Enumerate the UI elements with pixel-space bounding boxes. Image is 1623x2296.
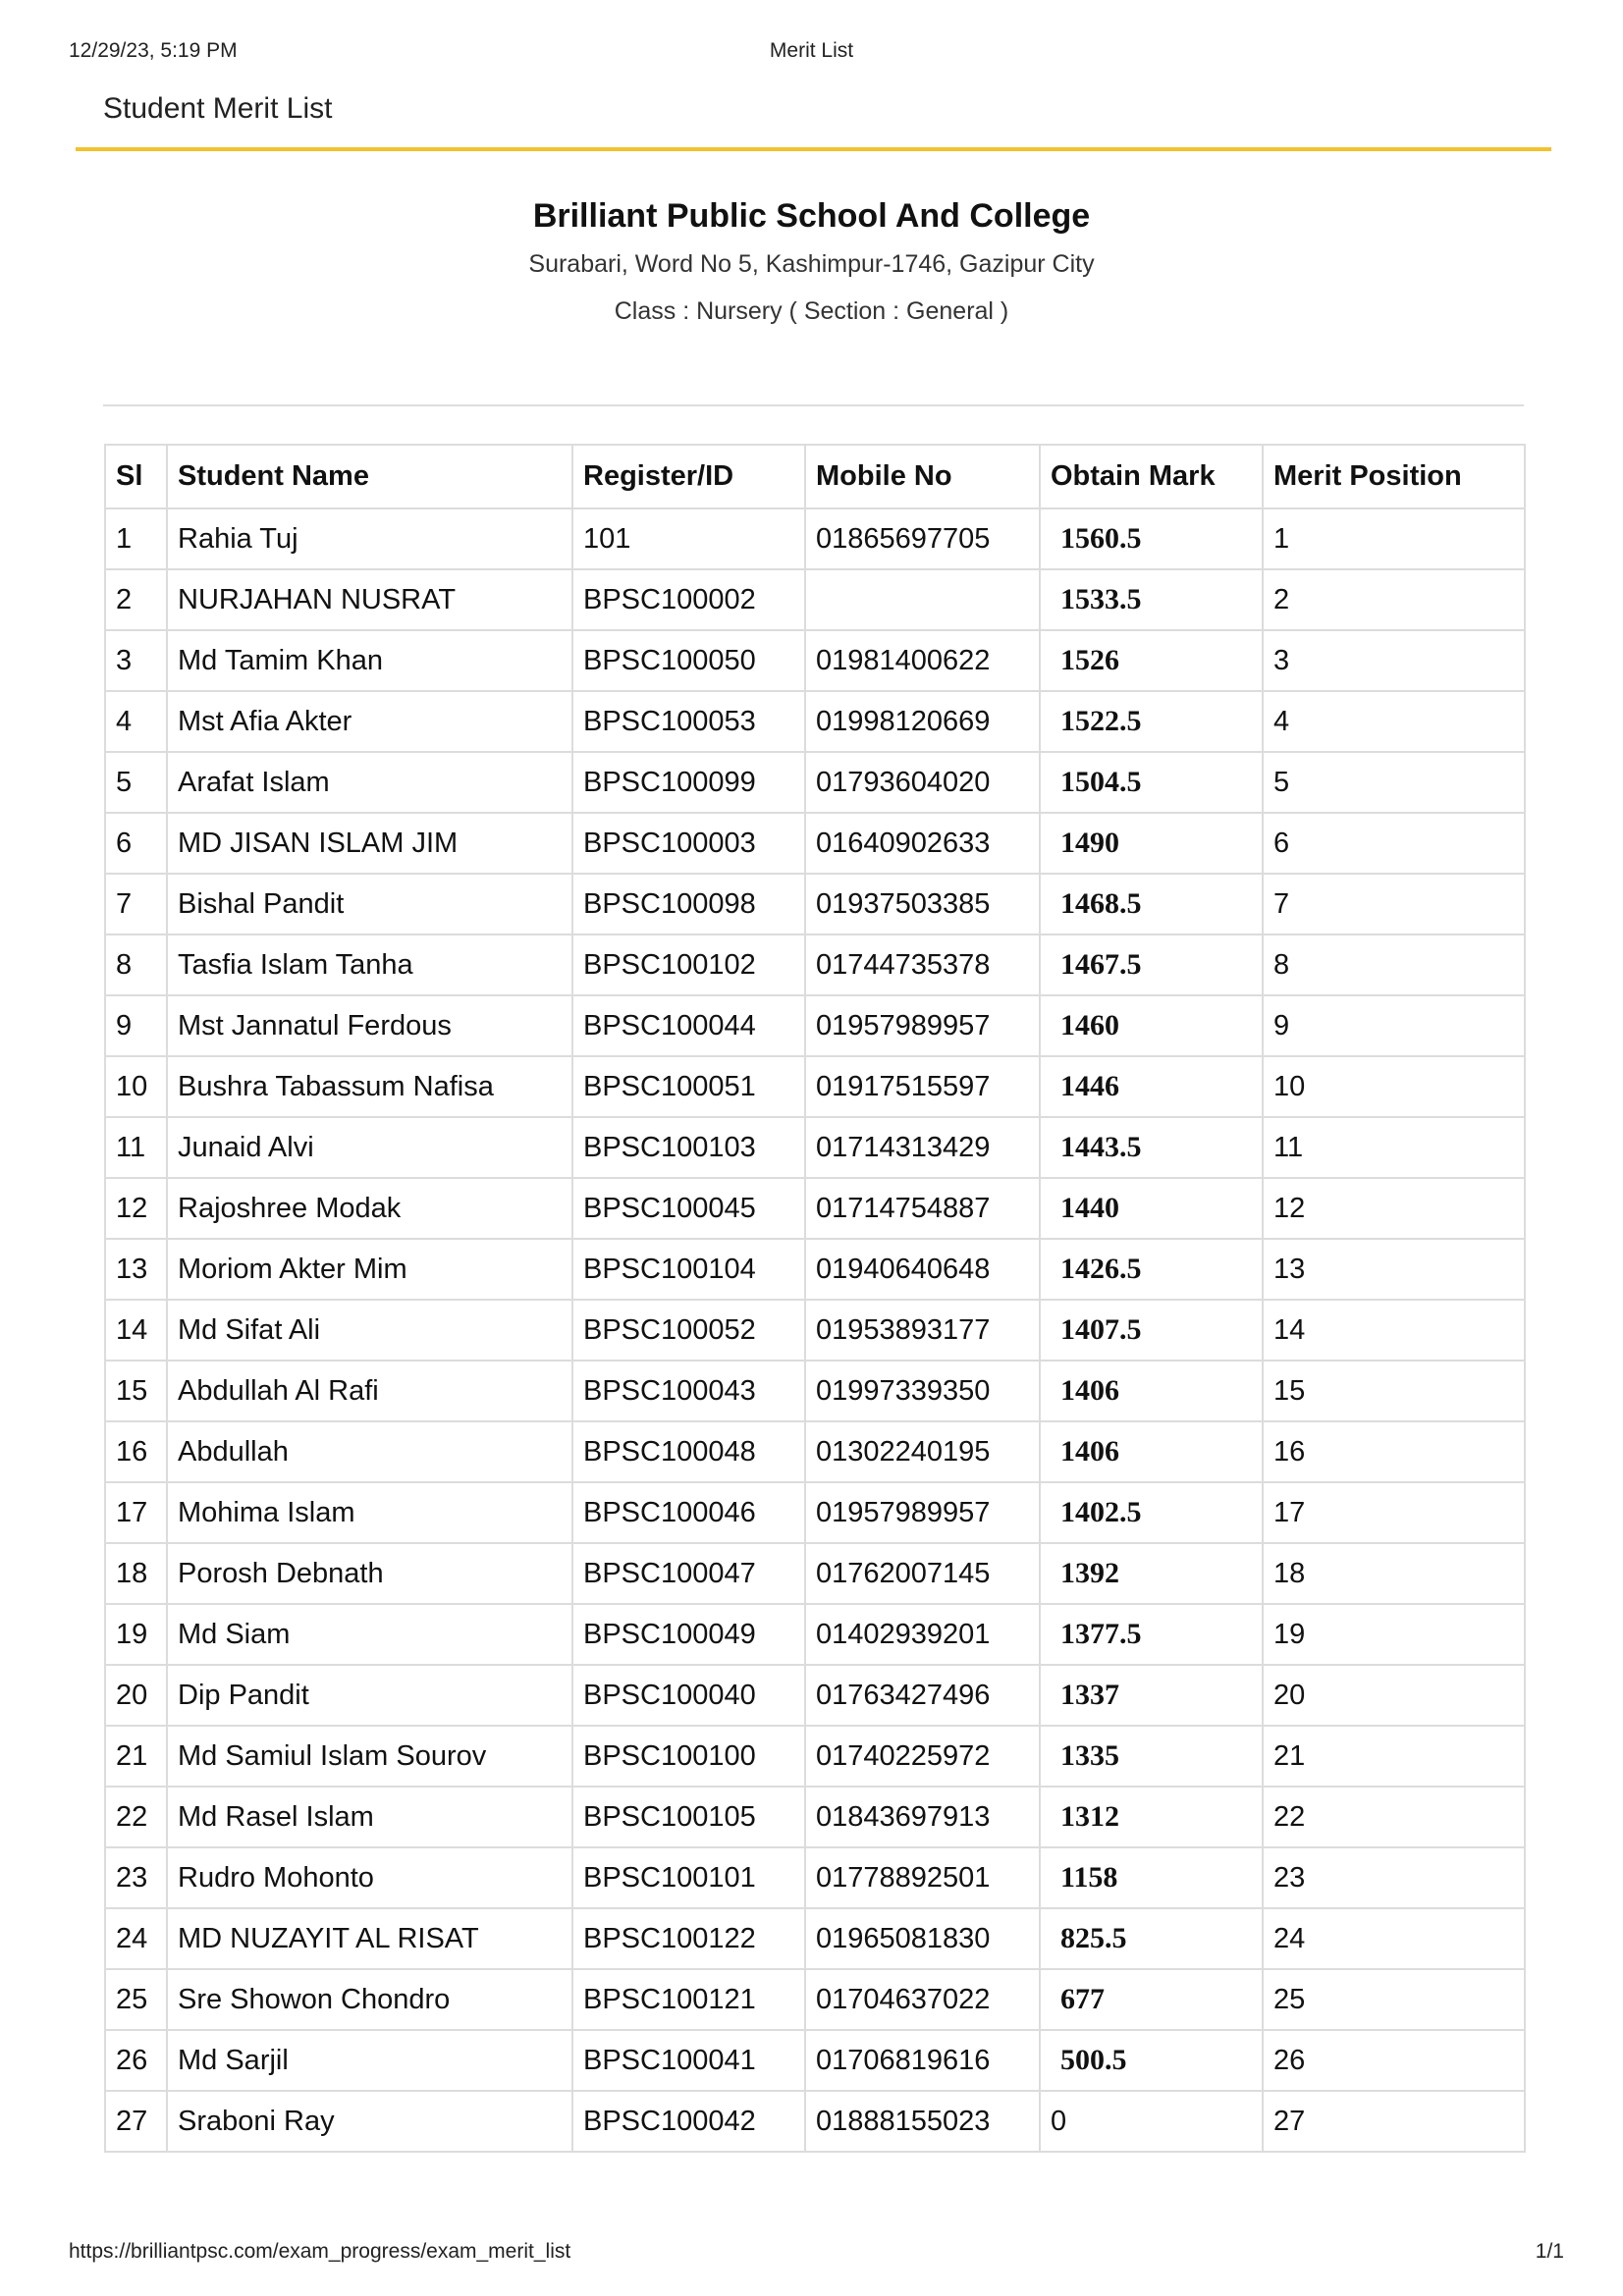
cell-sl: 25 — [105, 1969, 167, 2030]
cell-obtain-mark: 677 — [1040, 1969, 1263, 2030]
cell-register-id: BPSC100122 — [572, 1908, 805, 1969]
table-row — [105, 874, 1525, 934]
cell-mobile-no: 01937503385 — [805, 874, 1040, 934]
cell-student-name: Moriom Akter Mim — [167, 1239, 572, 1300]
cell-merit-position: 19 — [1263, 1604, 1525, 1665]
cell-merit-position: 10 — [1263, 1056, 1525, 1117]
table-row — [105, 1361, 1525, 1421]
header-obtain-mark: Obtain Mark — [1040, 445, 1263, 508]
cell-obtain-mark: 1407.5 — [1040, 1300, 1263, 1361]
cell-sl: 20 — [105, 1665, 167, 1726]
cell-obtain-mark: 1426.5 — [1040, 1239, 1263, 1300]
cell-mobile-no: 01640902633 — [805, 813, 1040, 874]
cell-sl: 8 — [105, 934, 167, 995]
cell-merit-position: 16 — [1263, 1421, 1525, 1482]
cell-obtain-mark: 1467.5 — [1040, 934, 1263, 995]
table-row — [105, 508, 1525, 569]
cell-obtain-mark: 1402.5 — [1040, 1482, 1263, 1543]
cell-sl: 5 — [105, 752, 167, 813]
cell-merit-position: 27 — [1263, 2091, 1525, 2152]
table-row — [105, 2030, 1525, 2091]
title-divider — [76, 147, 1551, 151]
cell-mobile-no: 01763427496 — [805, 1665, 1040, 1726]
cell-mobile-no: 01997339350 — [805, 1361, 1040, 1421]
table-row — [105, 1604, 1525, 1665]
cell-sl: 9 — [105, 995, 167, 1056]
header-register-id: Register/ID — [572, 445, 805, 508]
print-footer — [69, 2240, 1564, 2269]
cell-register-id: BPSC100046 — [572, 1482, 805, 1543]
cell-mobile-no: 01981400622 — [805, 630, 1040, 691]
cell-sl: 15 — [105, 1361, 167, 1421]
cell-student-name: Mohima Islam — [167, 1482, 572, 1543]
cell-student-name: Rajoshree Modak — [167, 1178, 572, 1239]
cell-obtain-mark: 500.5 — [1040, 2030, 1263, 2091]
cell-student-name: Abdullah Al Rafi — [167, 1361, 572, 1421]
cell-obtain-mark: 1533.5 — [1040, 569, 1263, 630]
cell-merit-position: 17 — [1263, 1482, 1525, 1543]
cell-mobile-no: 01888155023 — [805, 2091, 1040, 2152]
cell-mobile-no: 01744735378 — [805, 934, 1040, 995]
cell-obtain-mark: 1440 — [1040, 1178, 1263, 1239]
table-row — [105, 1178, 1525, 1239]
cell-register-id: BPSC100047 — [572, 1543, 805, 1604]
cell-register-id: BPSC100053 — [572, 691, 805, 752]
cell-obtain-mark: 1392 — [1040, 1543, 1263, 1604]
cell-merit-position: 14 — [1263, 1300, 1525, 1361]
cell-sl: 18 — [105, 1543, 167, 1604]
cell-obtain-mark: 1337 — [1040, 1665, 1263, 1726]
cell-merit-position: 25 — [1263, 1969, 1525, 2030]
cell-mobile-no: 01740225972 — [805, 1726, 1040, 1787]
header-mobile-no: Mobile No — [805, 445, 1040, 508]
cell-sl: 7 — [105, 874, 167, 934]
cell-student-name: Md Siam — [167, 1604, 572, 1665]
cell-mobile-no: 01965081830 — [805, 1908, 1040, 1969]
cell-sl: 1 — [105, 508, 167, 569]
cell-register-id: BPSC100052 — [572, 1300, 805, 1361]
cell-merit-position: 24 — [1263, 1908, 1525, 1969]
table-row — [105, 2091, 1525, 2152]
cell-mobile-no: 01704637022 — [805, 1969, 1040, 2030]
merit-table-body — [105, 508, 1525, 2152]
cell-register-id: BPSC100102 — [572, 934, 805, 995]
cell-register-id: BPSC100003 — [572, 813, 805, 874]
table-row — [105, 1117, 1525, 1178]
table-row — [105, 1969, 1525, 2030]
cell-sl: 3 — [105, 630, 167, 691]
cell-obtain-mark: 825.5 — [1040, 1908, 1263, 1969]
table-row — [105, 934, 1525, 995]
cell-sl: 12 — [105, 1178, 167, 1239]
cell-mobile-no: 01714754887 — [805, 1178, 1040, 1239]
cell-merit-position: 3 — [1263, 630, 1525, 691]
cell-obtain-mark: 1504.5 — [1040, 752, 1263, 813]
table-row — [105, 1300, 1525, 1361]
cell-register-id: 101 — [572, 508, 805, 569]
page-title: Student Merit List — [103, 92, 333, 125]
cell-sl: 6 — [105, 813, 167, 874]
header-sl: Sl — [105, 445, 167, 508]
cell-merit-position: 5 — [1263, 752, 1525, 813]
print-header — [69, 39, 1554, 69]
cell-merit-position: 6 — [1263, 813, 1525, 874]
cell-register-id: BPSC100103 — [572, 1117, 805, 1178]
cell-obtain-mark: 1460 — [1040, 995, 1263, 1056]
cell-register-id: BPSC100101 — [572, 1847, 805, 1908]
table-row — [105, 1847, 1525, 1908]
cell-register-id: BPSC100048 — [572, 1421, 805, 1482]
cell-obtain-mark: 1312 — [1040, 1787, 1263, 1847]
table-row — [105, 1056, 1525, 1117]
cell-sl: 23 — [105, 1847, 167, 1908]
cell-student-name: Md Tamim Khan — [167, 630, 572, 691]
cell-student-name: MD JISAN ISLAM JIM — [167, 813, 572, 874]
cell-mobile-no: 01865697705 — [805, 508, 1040, 569]
cell-obtain-mark: 1560.5 — [1040, 508, 1263, 569]
cell-student-name: Mst Jannatul Ferdous — [167, 995, 572, 1056]
cell-student-name: Tasfia Islam Tanha — [167, 934, 572, 995]
cell-student-name: NURJAHAN NUSRAT — [167, 569, 572, 630]
cell-obtain-mark: 1406 — [1040, 1421, 1263, 1482]
cell-student-name: Bishal Pandit — [167, 874, 572, 934]
table-row — [105, 1908, 1525, 1969]
cell-mobile-no: 01714313429 — [805, 1117, 1040, 1178]
cell-mobile-no: 01778892501 — [805, 1847, 1040, 1908]
cell-register-id: BPSC100043 — [572, 1361, 805, 1421]
cell-student-name: Md Sarjil — [167, 2030, 572, 2091]
cell-register-id: BPSC100121 — [572, 1969, 805, 2030]
cell-merit-position: 11 — [1263, 1117, 1525, 1178]
table-row — [105, 1421, 1525, 1482]
cell-register-id: BPSC100051 — [572, 1056, 805, 1117]
table-row — [105, 995, 1525, 1056]
table-row — [105, 813, 1525, 874]
cell-student-name: Md Sifat Ali — [167, 1300, 572, 1361]
header-student-name: Student Name — [167, 445, 572, 508]
cell-register-id: BPSC100041 — [572, 2030, 805, 2091]
school-address: Surabari, Word No 5, Kashimpur-1746, Gazipur City — [528, 250, 1095, 278]
cell-sl: 27 — [105, 2091, 167, 2152]
cell-sl: 21 — [105, 1726, 167, 1787]
cell-student-name: Dip Pandit — [167, 1665, 572, 1726]
cell-obtain-mark: 0 — [1040, 2091, 1263, 2152]
print-title: Merit List — [769, 39, 854, 62]
print-datetime: 12/29/23, 5:19 PM — [69, 39, 238, 62]
cell-sl: 22 — [105, 1787, 167, 1847]
cell-register-id: BPSC100098 — [572, 874, 805, 934]
cell-merit-position: 9 — [1263, 995, 1525, 1056]
cell-sl: 11 — [105, 1117, 167, 1178]
section-divider — [103, 404, 1524, 406]
cell-obtain-mark: 1406 — [1040, 1361, 1263, 1421]
cell-sl: 4 — [105, 691, 167, 752]
cell-obtain-mark: 1158 — [1040, 1847, 1263, 1908]
cell-mobile-no: 01402939201 — [805, 1604, 1040, 1665]
cell-register-id: BPSC100002 — [572, 569, 805, 630]
cell-sl: 24 — [105, 1908, 167, 1969]
cell-obtain-mark: 1522.5 — [1040, 691, 1263, 752]
cell-merit-position: 15 — [1263, 1361, 1525, 1421]
cell-merit-position: 18 — [1263, 1543, 1525, 1604]
cell-register-id: BPSC100042 — [572, 2091, 805, 2152]
cell-merit-position: 23 — [1263, 1847, 1525, 1908]
cell-student-name: Md Samiul Islam Sourov — [167, 1726, 572, 1787]
cell-sl: 16 — [105, 1421, 167, 1482]
cell-register-id: BPSC100099 — [572, 752, 805, 813]
cell-mobile-no: 01940640648 — [805, 1239, 1040, 1300]
cell-register-id: BPSC100045 — [572, 1178, 805, 1239]
cell-student-name: Md Rasel Islam — [167, 1787, 572, 1847]
cell-student-name: Rahia Tuj — [167, 508, 572, 569]
cell-register-id: BPSC100104 — [572, 1239, 805, 1300]
cell-merit-position: 26 — [1263, 2030, 1525, 2091]
table-row — [105, 752, 1525, 813]
table-row — [105, 1665, 1525, 1726]
cell-mobile-no: 01302240195 — [805, 1421, 1040, 1482]
cell-merit-position: 1 — [1263, 508, 1525, 569]
cell-student-name: Bushra Tabassum Nafisa — [167, 1056, 572, 1117]
cell-sl: 17 — [105, 1482, 167, 1543]
cell-mobile-no: 01957989957 — [805, 1482, 1040, 1543]
cell-merit-position: 20 — [1263, 1665, 1525, 1726]
cell-register-id: BPSC100044 — [572, 995, 805, 1056]
cell-register-id: BPSC100050 — [572, 630, 805, 691]
cell-obtain-mark: 1526 — [1040, 630, 1263, 691]
page-number: 1/1 — [1535, 2240, 1564, 2263]
class-info: Class : Nursery ( Section : General ) — [614, 297, 1009, 325]
cell-merit-position: 4 — [1263, 691, 1525, 752]
cell-obtain-mark: 1468.5 — [1040, 874, 1263, 934]
cell-obtain-mark: 1335 — [1040, 1726, 1263, 1787]
cell-sl: 26 — [105, 2030, 167, 2091]
table-row — [105, 1482, 1525, 1543]
cell-sl: 19 — [105, 1604, 167, 1665]
cell-student-name: Abdullah — [167, 1421, 572, 1482]
table-row — [105, 691, 1525, 752]
school-name: Brilliant Public School And College — [532, 197, 1091, 235]
cell-mobile-no: 01843697913 — [805, 1787, 1040, 1847]
cell-sl: 10 — [105, 1056, 167, 1117]
cell-student-name: Sre Showon Chondro — [167, 1969, 572, 2030]
cell-mobile-no: 01957989957 — [805, 995, 1040, 1056]
table-row — [105, 630, 1525, 691]
cell-merit-position: 7 — [1263, 874, 1525, 934]
table-row — [105, 1787, 1525, 1847]
cell-obtain-mark: 1443.5 — [1040, 1117, 1263, 1178]
table-row — [105, 1726, 1525, 1787]
cell-student-name: Arafat Islam — [167, 752, 572, 813]
cell-merit-position: 22 — [1263, 1787, 1525, 1847]
cell-merit-position: 12 — [1263, 1178, 1525, 1239]
table-row — [105, 569, 1525, 630]
cell-register-id: BPSC100105 — [572, 1787, 805, 1847]
cell-merit-position: 21 — [1263, 1726, 1525, 1787]
merit-table — [104, 444, 1526, 2153]
cell-sl: 13 — [105, 1239, 167, 1300]
cell-student-name: MD NUZAYIT AL RISAT — [167, 1908, 572, 1969]
cell-obtain-mark: 1377.5 — [1040, 1604, 1263, 1665]
cell-mobile-no: 01998120669 — [805, 691, 1040, 752]
cell-merit-position: 13 — [1263, 1239, 1525, 1300]
cell-register-id: BPSC100100 — [572, 1726, 805, 1787]
cell-mobile-no: 01917515597 — [805, 1056, 1040, 1117]
cell-mobile-no: 01762007145 — [805, 1543, 1040, 1604]
cell-student-name: Junaid Alvi — [167, 1117, 572, 1178]
cell-sl: 14 — [105, 1300, 167, 1361]
cell-register-id: BPSC100049 — [572, 1604, 805, 1665]
page-url: https://brilliantpsc.com/exam_progress/exam_merit_list — [69, 2240, 571, 2263]
cell-student-name: Sraboni Ray — [167, 2091, 572, 2152]
cell-student-name: Porosh Debnath — [167, 1543, 572, 1604]
cell-student-name: Rudro Mohonto — [167, 1847, 572, 1908]
table-row — [105, 1543, 1525, 1604]
cell-student-name: Mst Afia Akter — [167, 691, 572, 752]
table-header-row — [105, 445, 1525, 508]
header-merit-position: Merit Position — [1263, 445, 1525, 508]
cell-merit-position: 2 — [1263, 569, 1525, 630]
cell-sl: 2 — [105, 569, 167, 630]
cell-mobile-no: 01706819616 — [805, 2030, 1040, 2091]
cell-merit-position: 8 — [1263, 934, 1525, 995]
cell-obtain-mark: 1446 — [1040, 1056, 1263, 1117]
school-info — [0, 191, 1623, 335]
cell-obtain-mark: 1490 — [1040, 813, 1263, 874]
cell-register-id: BPSC100040 — [572, 1665, 805, 1726]
cell-mobile-no: 01793604020 — [805, 752, 1040, 813]
cell-mobile-no: 01953893177 — [805, 1300, 1040, 1361]
cell-mobile-no — [805, 569, 1040, 630]
table-row — [105, 1239, 1525, 1300]
